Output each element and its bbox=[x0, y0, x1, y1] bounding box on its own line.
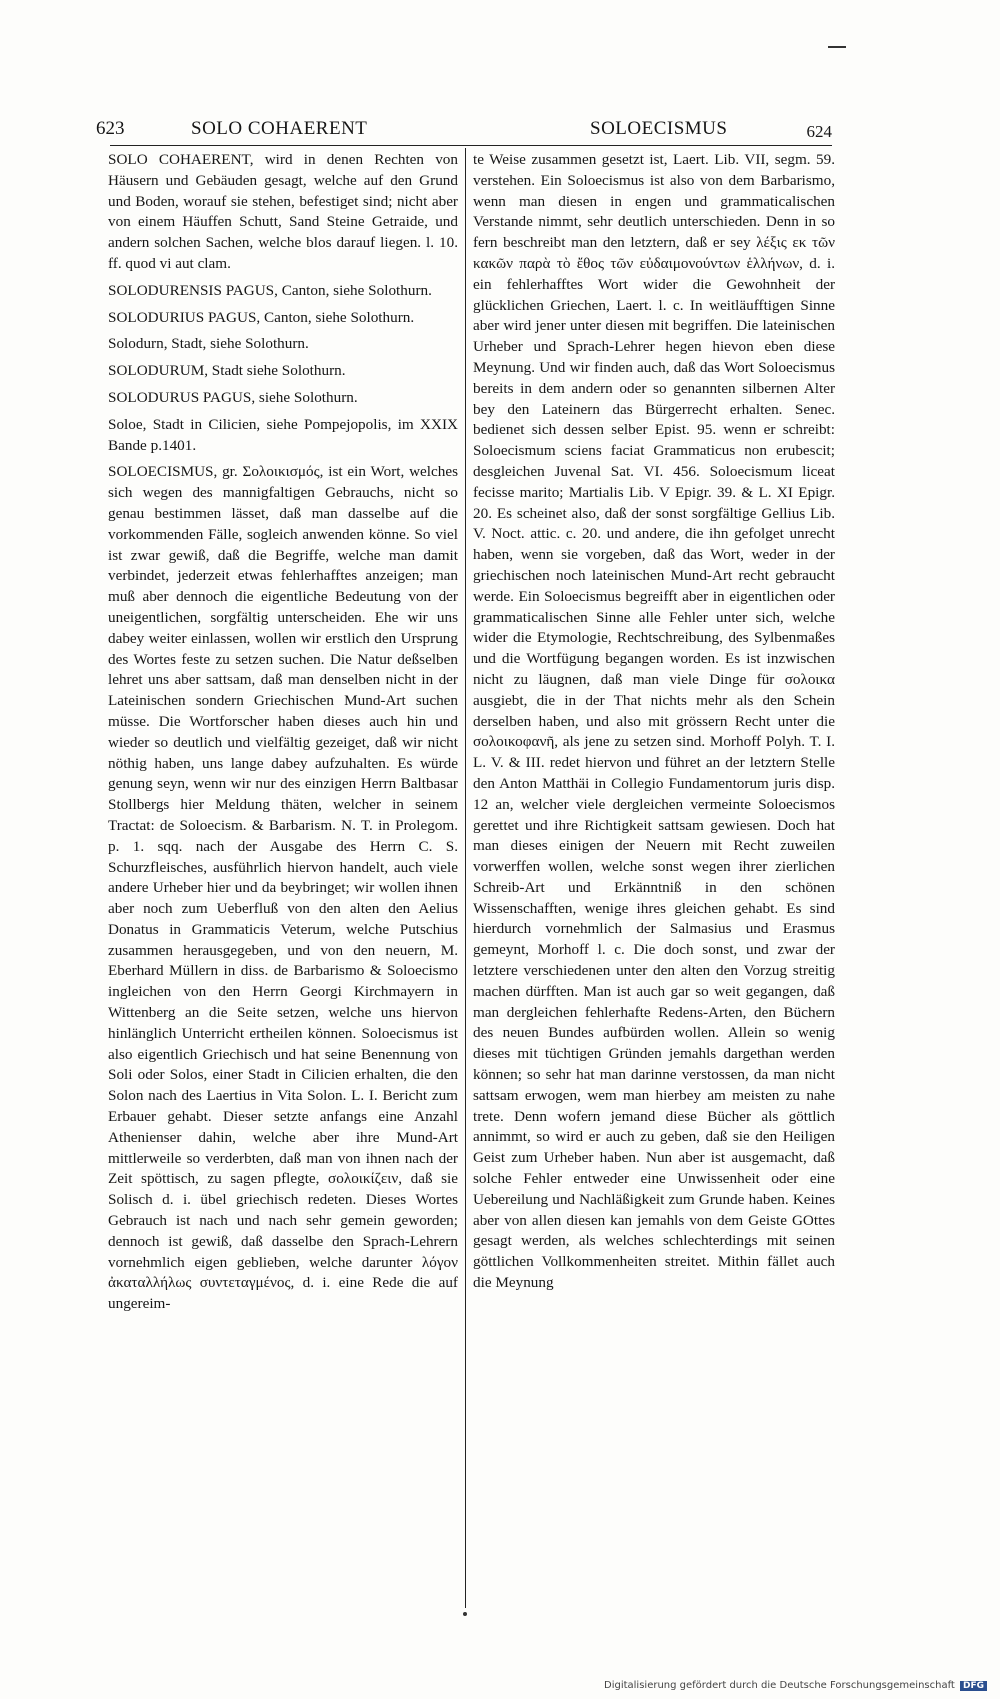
running-header bbox=[96, 118, 832, 148]
right-page-number: 624 bbox=[806, 122, 832, 141]
divider-end-mark bbox=[463, 1612, 467, 1616]
footer-text: Digitalisierung gefördert durch die Deutsche Forschungsgemeinschaft bbox=[604, 1680, 955, 1691]
left-page-number: 623 bbox=[96, 118, 125, 139]
entry-soloecismus: SOLOECISMUS, gr. Σολοικισμός, ist ein Wort, welches sich wegen des mannigfaltigen Gebrauchs, nicht so genau bestimmen lässet, daß man dasselbe auf die vorkommenden Fälle, sogleich anwenden könne. So viel ist zwar gewiß, daß die Begriffe, welche man damit verbindet, jederzeit etwas fehlerhafftes anzeigen; man muß aber dennoch die eigentliche Bedeutung von der uneigentlichen, sorgfältig unterscheiden. Ehe wir uns dabey weiter einlassen, wollen wir erstlich den Ursprung des Wortes feste zu setzen suchen. Die Natur deßselben lehret uns aber sattsam, daß man denselben nicht in der Lateinischen sondern Griechischen Mund-Art suchen müsse. Die Wortforscher haben dieses auch hin und wieder so deutlich und vielfältig gezeiget, daß wir nicht nöthig haben, uns lange dabey aufzuhalten. Es würde genung seyn, wenn wir nur des einzigen Herrn Baltbasar Stollbergs hier Meldung thäten, welcher in seinem Tractat: de Soloecism. & Barbarism. N. T. in Prolegom. p. 1. sqq. nach der Ausgabe des Herrn C. S. Schurzfleisches, ausführlich hiervon handelt, auch viele andere Urheber hier und da beybringet; wir wollen ihnen aber noch zum Ueberfluß von den alten den Aelius Donatus in Grammaticis Veterum, welche Putschius zusammen herausgegeben, und von den neuern, M. Eberhard Müllern in diss. de Barbarismo & Soloecismo ingleichen von den Herrn Georgi Kirchmayern in Wittenberg an die Seite setzen, welche uns hiervon hinlänglich Unterricht ertheilen können. Soloecismus ist also eigentlich Griechisch und hat seine Benennung von Soli oder Solos, einer Stadt in Cilicien erhalten, die den Solon nach des Laertius in Vita Solon. L. I. Bericht zum Erbauer gehabt. Dieser setzte anfangs eine Anzahl Athenienser dahin, welche aber ihre Mund-Art mittlerweile so verderbten, daß man von ihnen nach der Zeit spöttisch, zu sagen pflegte, σολοικίζειν, daß sie Solisch d. i. übel griechisch redeten. Dieses Wortes Gebrauch ist nach und nach sehr gemein geworden; dennoch ist gewiß, daß dasselbe den Sprach-Lehrern vornehmlich eigen geblieben, welche darunter λόγον ἀκαταλλήλως συντεταγμένος, d. i. eine Rede die auf ungereim- bbox=[108, 463, 458, 1313]
entry-solodurum: SOLODURUM, Stadt siehe Solothurn. bbox=[108, 362, 346, 380]
entry-solo-cohaerent: SOLO COHAERENT, wird in denen Rechten von Häusern und Gebäuden gesagt, welche auf den Grund und Boden, worauf sie stehen, befestiget sind; nicht aber von einem Häuffen Schutt, Sand Steine Getraide, und andern solchen Sachen, welche blos darauf liegen. l. 10. ff. quod vi aut clam. bbox=[108, 151, 458, 272]
right-column bbox=[473, 150, 835, 1298]
dfg-logo: DFG bbox=[960, 1681, 987, 1691]
column-divider bbox=[465, 148, 466, 1608]
entry-solodurensis-pagus: SOLODURENSIS PAGUS, Canton, siehe Solothurn. bbox=[108, 281, 432, 299]
right-running-title: SOLOECISMUS bbox=[590, 118, 728, 139]
entry-solodurn: Solodurn, Stadt, siehe Solothurn. bbox=[108, 335, 309, 353]
entry-soloe: Soloe, Stadt in Cilicien, siehe Pompejopolis, im XXIX Bande p.1401. bbox=[108, 415, 458, 454]
digitization-footer bbox=[604, 1680, 987, 1691]
left-running-title: SOLO COHAERENT bbox=[191, 118, 368, 139]
entry-solodurus-pagus: SOLODURUS PAGUS, siehe Solothurn. bbox=[108, 388, 358, 406]
corner-mark bbox=[828, 46, 846, 48]
left-column bbox=[108, 150, 458, 1319]
entry-solodurius-pagus: SOLODURIUS PAGUS, Canton, siehe Solothurn. bbox=[108, 308, 415, 326]
soloecismus-continuation: te Weise zusammen gesetzt ist, Laert. Lib. VII, segm. 59. verstehen. Ein Soloecismus ist also von dem Barbarismo, wenn man diesen in engen und grammaticalischen Verstande nimmt, sehr deutlich unterschieden. Denn in so fern beschreibt man den letztern, daß er sey λέξις εκ τῶν κακῶν παρὰ τὸ ἔθος τῶν εὐδαιμονούντων ἑλλήνων, d. i. ein fehlerhafftes Wort wider die Gewohnheit der glücklichen Griechen, Laert. l. c. In weitläufftigen Sinne aber wird jener unter diesen mit begriffen. Die lateinischen Urheber und Sprach-Lehrer hegen hievon eben diese Meynung. Und wir finden auch, daß das Wort Soloecismus bereits in dem andern oder so genannten silbernen Alter bey den Lateinern das Bürgerrecht erhalten. Senec. bedienet sich dessen selber Epist. 95. wenn er schreibt: Soloecismum sciens faciat Grammaticus non erubescit; desgleichen Juvenal Sat. VI. 456. Soloecismum liceat fecisse marito; Martialis Lib. V Epigr. 39. & L. XI Epigr. 20. Es scheinet also, daß der sonst sorgfältige Gellius Lib. V. Noct. attic. c. 20. und andere, die ihn gefolget unrecht haben, wenn sie vorgeben, daß das Wort, weder in der griechischen noch lateinischen Mund-Art recht gebraucht werde. Ein Soloecismus begreifft aber in eigentlichen oder grammaticalischen Sinne alle Fehler unter sich, welche wider die Etymologie, Rechtschreibung, des Sylbenmaßes und die Wortfügung begangen worden. Es ist inzwischen nicht zu läugnen, daß man viele Dinge für σολοικα ausgiebt, die in der That nichts mehr als den Schein derselben haben, und also mit grössern Recht unter die σολοικοφανῆ, als jene zu setzen sind. Morhoff Polyh. T. I. L. V. & III. redet hiervon und führet an der letztern Stelle den Anton Matthäi in Collegio Fundamentorum juris disp. 12 an, welcher viele dergleichen vermeinte Soloecismos gerettet und ihre Richtigkeit sattsam gewiesen. Doch hat man dieses einigen der Neuern mit Recht zuweilen vorwerffen wollen, welche sonst wegen ihrer zierlichen Schreib-Art und Erkänntniß in den schönen Wissenschafften, wenige ihres gleichen gehabt. Es sind hierdurch vornehmlich der Salmasius und Erasmus gemeynt, Morhoff l. c. Die doch sonst, und zwar der letztere verschiedenen unter den alten den Vorzug streitig machen dürfften. Man ist auch gar so weit gegangen, daß man dergleichen fehlerhafte Redens-Arten, den Büchern des neuen Bundes aufbürden wollen. Allein so wenig dieses mit tüchtigen Gründen jemahls dargethan werden können; so sehr hat man darinne verstossen, da man nicht sattsam erwogen, wem man hierbey am meisten zu nahe trete. Denn wofern jemand diese Bücher als göttlich annimmt, so wird er auch zu geben, daß sie den Heiligen Geist zum Urheber haben. Nun aber ist ausgemacht, daß solche Fehler entweder eine Unwissenheit oder eine Uebereilung und Nachläßigkeit zum Grunde haben. Keines aber von allen diesen kan jemahls von dem Geiste GOttes gesagt werden, als welches schlechterdings mit seinen göttlichen Vollkommenheiten streitet. Mithin fället auch die Meynung bbox=[473, 151, 835, 1292]
header-rule bbox=[110, 145, 832, 146]
